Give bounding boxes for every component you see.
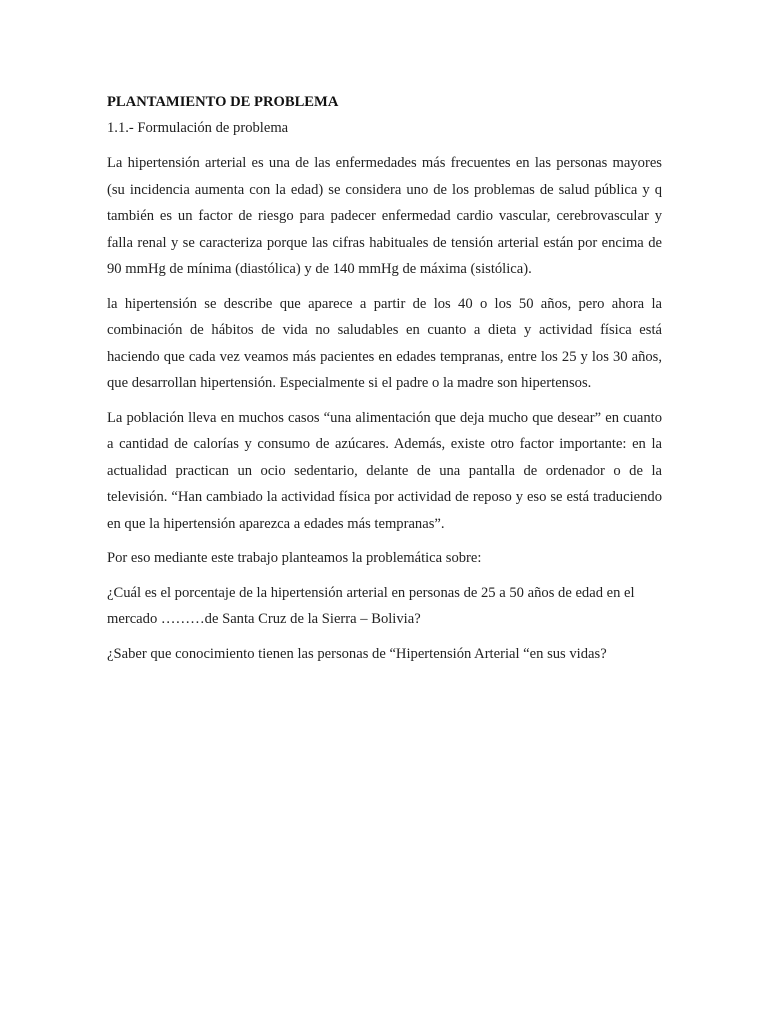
question-2: ¿Saber que conocimiento tienen las personas de “Hipertensión Arterial “en sus vidas? [107,645,607,662]
paragraph-4: Por eso mediante este trabajo planteamos la problemática sobre: [107,550,482,566]
paragraph-2: la hipertensión se describe que aparece a partir de los 40 o los 50 años, pero ahora la combinación de hábitos de vida no saludables en cuanto a dieta y actividad física está haciendo que cada vez veamos más pacientes en edades tempranas, entre los 25 y los 30 años, que desarrollan hipertensión. Especialmente si el padre o la madre son hipertensos. [107,295,662,391]
document-body [107,92,662,675]
paragraph-1: La hipertensión arterial es una de las enfermedades más frecuentes en las personas mayores (su incidencia aumenta con la edad) se considera uno de los problemas de salud pública y q también es un factor de riesgo para padecer enfermedad cardio vascular, cerebrovascular y falla renal y se caracteriza porque las cifras habituales de tensión arterial están por encima de 90 mmHg de mínima (diastólica) y de 140 mmHg de máxima (sistólica). [107,155,662,277]
paragraph-3: La población lleva en muchos casos “una alimentación que deja mucho que desear” en cuanto a cantidad de calorías y consumo de azúcares. Además, existe otro factor importante: en la actualidad practican un ocio sedentario, delante de una pantalla de ordenador o de la televisión. “Han cambiado la actividad física por actividad de reposo y eso se está traduciendo en que la hipertensión aparezca a edades más tempranas”. [107,409,662,532]
section-heading: 1.1.- Formulación de problema [107,120,289,136]
document-title: PLANTAMIENTO DE PROBLEMA [107,94,339,110]
question-1: ¿Cuál es el porcentaje de la hipertensión arterial en personas de 25 a 50 años de edad en el mercado ………de Santa Cruz de la Sierra – Bolivia? [107,584,635,627]
